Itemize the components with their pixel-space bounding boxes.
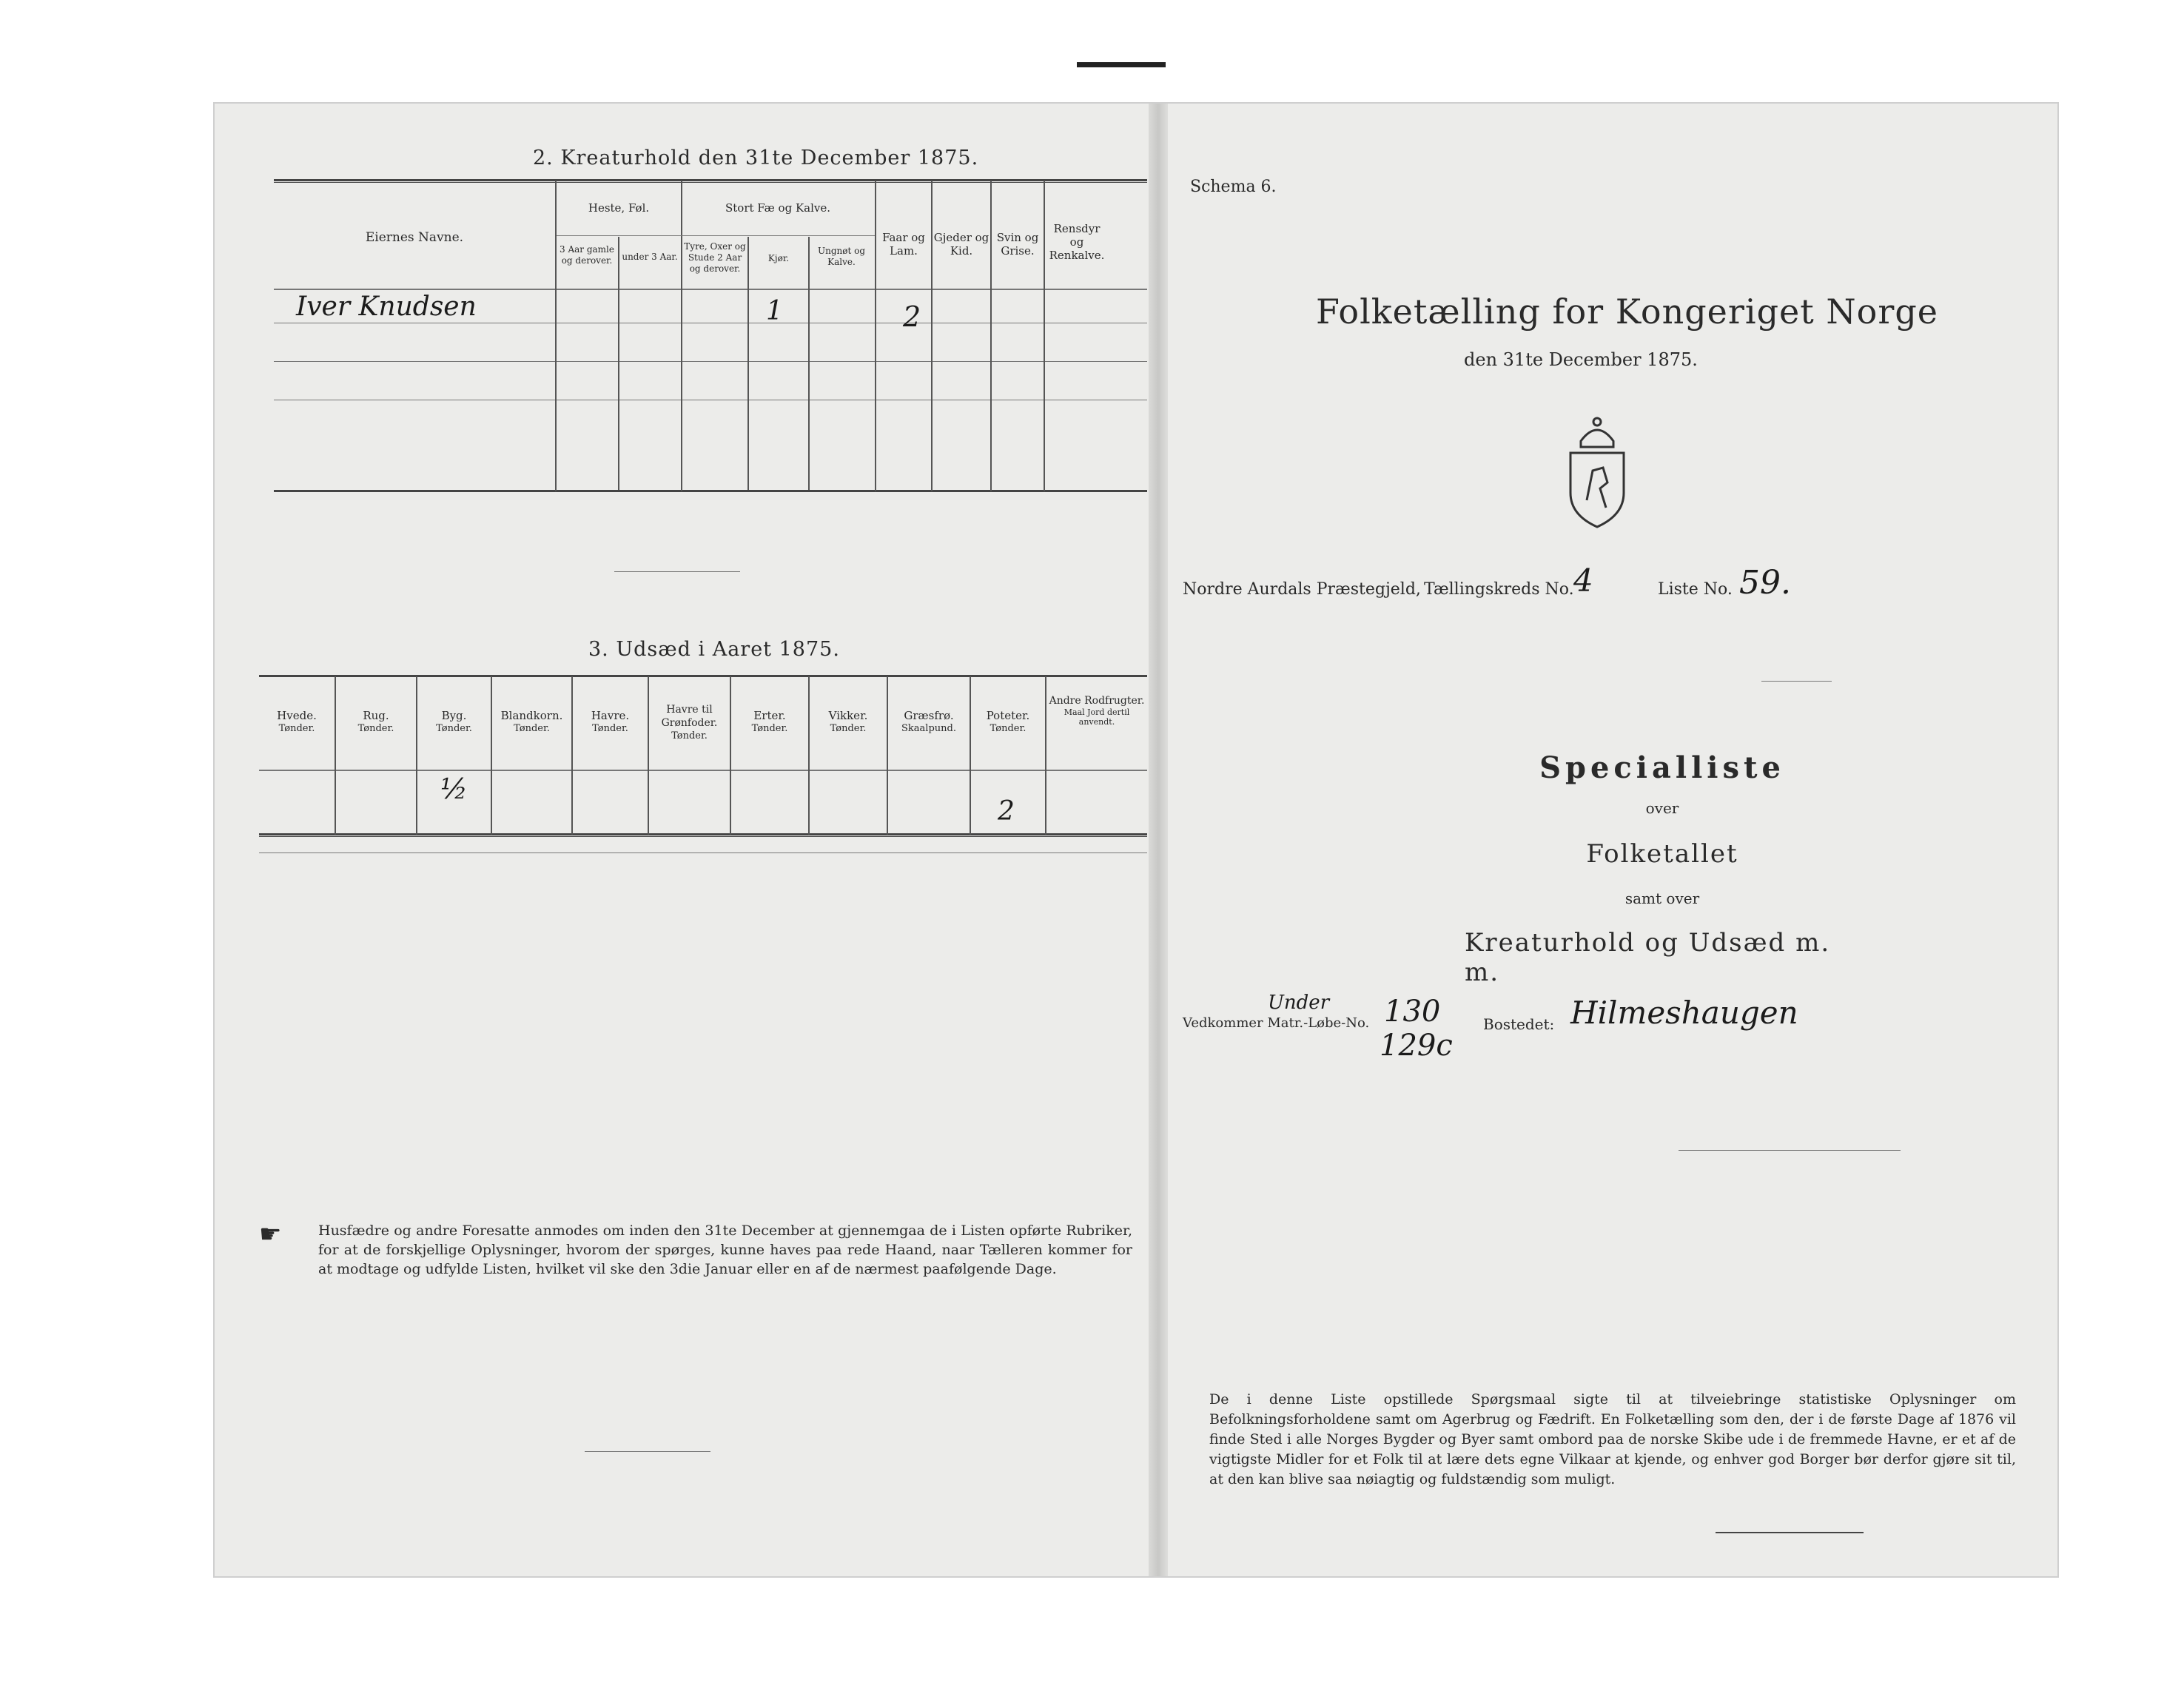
heste-group-header: Heste, Føl. [588, 201, 650, 215]
col-vikker: Vikker. Tønder. [828, 709, 868, 734]
col-havre: Havre. Tønder. [591, 709, 630, 734]
matr-value: 130 [1384, 995, 1441, 1029]
instruction-note: Husfædre og andre Foresatte anmodes om inden den 31te December at gjennemgaa de i Listen opførte Rubriker, for at de forskjellige Oplysninger, hvorom der spørges, kunne haves paa rede Haand, naar Tælleren kommer for at modtage og udfylde Listen, hvilket vil ske den 3die Januar eller en af de nærmest paafølgende Dage. [318, 1223, 1132, 1277]
table3-top-rule [259, 675, 1147, 677]
page-fold [1149, 104, 1168, 1576]
table2-col-rule [990, 181, 992, 491]
samt-over-text: samt over [1624, 890, 1700, 907]
col-blandkorn: Blandkorn. Tønder. [500, 709, 563, 734]
matr-label: Vedkommer Matr.-Løbe-No. [1183, 1015, 1370, 1031]
section2-title: 2. Kreaturhold den 31te December 1875. [533, 147, 979, 169]
svin-header: Svin og Grise. [996, 231, 1039, 258]
table3-col-rule [416, 676, 417, 835]
liste-label: Liste No. [1658, 580, 1733, 599]
table3-extra-rule [259, 852, 1147, 853]
col-byg: Byg. Tønder. [436, 709, 472, 734]
under-entry: Under [1268, 992, 1330, 1014]
krets-value: 4 [1573, 562, 1593, 599]
bosted-value: Hilmeshaugen [1570, 995, 1798, 1031]
divider [614, 571, 740, 572]
census-sheet [215, 104, 2057, 1576]
fae-sub2: Kjør. [767, 253, 790, 263]
coat-of-arms-icon [1559, 411, 1636, 530]
section3-title: 3. Udsæd i Aaret 1875. [588, 638, 840, 661]
table3-col-rule [571, 676, 573, 835]
table2-top-rule-inner [274, 182, 1147, 183]
col-hvede: Hvede. Tønder. [277, 709, 317, 734]
owner-name-entry: Iver Knudsen [296, 292, 477, 322]
divider [1761, 681, 1832, 682]
pointing-hand-icon: ☛ [259, 1220, 282, 1249]
prestegjeld-label: Nordre Aurdals Præstegjeld, [1183, 580, 1421, 599]
table2-col-rule [875, 181, 876, 491]
table2-header-rule [274, 289, 1147, 290]
table3-col-rule [648, 676, 649, 835]
table3-bottom-rule-inner [259, 836, 1147, 837]
owner-header: Eiernes Navne. [365, 230, 464, 245]
folketallet-heading: Folketallet [1586, 839, 1738, 869]
table3-col-rule [887, 676, 888, 835]
col-graesfro: Græsfrø. Skaalpund. [901, 709, 956, 734]
table3-col-rule [335, 676, 336, 835]
kjor-entry: 1 [766, 296, 783, 326]
liste-value: 59. [1739, 564, 1791, 602]
krets-label: Tællingskreds No. [1424, 580, 1574, 599]
over-text: over [1645, 799, 1679, 817]
table2-bottom-rule [274, 490, 1147, 492]
scan-marker [1077, 62, 1166, 67]
census-date: den 31te December 1875. [1464, 349, 1698, 370]
byg-entry: ½ [440, 773, 468, 805]
table2-top-rule [274, 179, 1147, 181]
poteter-entry: 2 [998, 796, 1015, 827]
table2-col-rule [618, 237, 619, 490]
col-havre-gronfoder: Havre til Grønfoder. Tønder. [661, 704, 718, 741]
table2-col-rule [555, 181, 557, 491]
table3-col-rule [808, 676, 810, 835]
specialliste-heading: Specialliste [1539, 750, 1785, 785]
faar-entry: 2 [903, 300, 921, 333]
col-poteter: Poteter. Tønder. [986, 709, 1030, 734]
table3-header-rule [259, 770, 1147, 771]
col-rug: Rug. Tønder. [357, 709, 394, 734]
table3-col-rule [970, 676, 971, 835]
fae-sub3: Ungnøt og Kalve. [817, 246, 866, 267]
col-andre-rodfrugter: Andre Rodfrugter. Maal Jord dertil anvendt. [1049, 695, 1145, 727]
heste-sub2: under 3 Aar. [622, 252, 678, 262]
gjeder-header: Gjeder og Kid. [933, 231, 989, 258]
table2-row-rule [274, 361, 1147, 362]
divider [1679, 1150, 1901, 1151]
kreaturhold-heading: Kreaturhold og Udsæd m. m. [1465, 928, 1831, 987]
fae-group-header: Stort Fæ og Kalve. [725, 201, 831, 215]
table3-bottom-rule [259, 833, 1147, 835]
census-title: Folketælling for Kongeriget Norge [1316, 292, 1938, 332]
table2-subheader-rule [557, 235, 875, 236]
left-page [215, 104, 1149, 1576]
table2-col-rule [681, 181, 682, 491]
matr-value-2: 129c [1380, 1029, 1453, 1063]
table2-col-rule [931, 181, 933, 491]
faar-header: Faar og Lam. [882, 231, 925, 258]
table2-col-rule [808, 237, 810, 490]
explanatory-paragraph: De i denne Liste opstillede Spørgsmaal sigte til at tilveiebringe statistiske Oplysninger om Befolkningsforholdene samt om Agerbrug og Fædrift. En Folketælling som den, der i de første Dage af 1876 vil finde Sted i alle Norges Bygder og Byer samt ombord paa de norske Skibe ude i de fremmede Havne, er et af de vigtigste Midler for et Folk til at lære dets egne Vilkaar at kjende, og enhver god Borger bør derfor gjøre sit til, at den kan blive saa nøiagtig og fuldstændig som muligt. [1209, 1391, 2016, 1487]
closing-rule [1716, 1532, 1864, 1533]
right-page [1168, 104, 2057, 1576]
bosted-label: Bostedet: [1483, 1015, 1555, 1033]
fae-sub1: Tyre, Oxer og Stude 2 Aar og derover. [684, 241, 746, 274]
table2-col-rule [747, 237, 749, 490]
table3-col-rule [730, 676, 731, 835]
table3-col-rule [491, 676, 492, 835]
col-erter: Erter. Tønder. [751, 709, 788, 734]
heste-sub1: 3 Aar gamle og derover. [560, 244, 614, 266]
rensdyr-header: Rensdyr og Renkalve. [1049, 222, 1105, 262]
schema-label: Schema 6. [1190, 178, 1277, 196]
divider [585, 1451, 710, 1452]
